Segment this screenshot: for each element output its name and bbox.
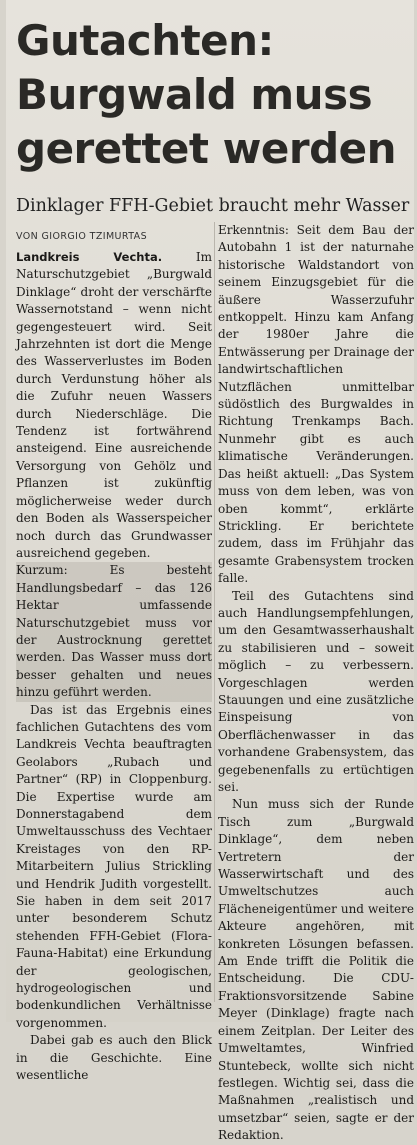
headline-line-3: gerettet werden [16, 124, 397, 173]
paragraph: Dabei gab es auch den Blick in die Geschichte. Eine wesentliche [16, 1033, 212, 1083]
headline-line-1: Gutachten: [16, 16, 274, 65]
newspaper-clipping [6, 0, 414, 1143]
paragraph: Teil des Gutachtens sind auch Handlungsempfehlungen, um den Gesamtwasserhaushalt zu stabilisieren und – soweit möglich – zu verbessern. Vorgeschlagen werden Stauungen und eine zusätzliche Einspeisung von Oberflächenwasser in das vorhandene Grabensystem, das gegebenenfalls zu ertüchtigen sei. [218, 588, 414, 794]
byline: VON GIORGIO TZIMURTAS [16, 231, 148, 242]
paragraph: Kurzum: Es besteht Handlungsbedarf – das 126 Hektar umfassende Naturschutzgebiet muss vor der Austrocknung gerettet werden. Das Wasser muss dort besser gehalten und neues hinzu geführt werden. [16, 562, 212, 701]
article-column-left [16, 249, 212, 1085]
column-divider [214, 222, 215, 1002]
headline [16, 14, 411, 176]
paragraph [16, 249, 212, 562]
headline-line-2: Burgwald muss [16, 70, 373, 119]
article-column-right [218, 222, 414, 1145]
subheadline: Dinklager FFH-Gebiet braucht mehr Wasser [16, 196, 410, 216]
paragraph: Nun muss sich der Runde Tisch zum „Burgwald Dinklage“, dem neben Vertretern der Wasserwirtschaft und des Umweltschutzes auch Flächeneigentümer und weitere Akteure angehören, mit konkreten Lösungen befassen. Am Ende trifft die Politik die Entscheidung. Die CDU-Fraktionsvorsitzende Sabine Meyer (Dinklage) fragte nach einem Zeitplan. Der Leiter des Umweltamtes, Winfried Stuntebeck, wollte sich nicht festlegen. Wichtig sei, dass die Maßnahmen „realistisch und umsetzbar“ seien, sagte er der Redaktion. [218, 797, 414, 1143]
dateline: Landkreis Vechta. [16, 250, 163, 264]
paragraph: Das ist das Ergebnis eines fachlichen Gutachtens des vom Landkreis Vechta beauftragten Geolabors „Rubach und Partner“ (RP) in Cloppenburg. Die Expertise wurde am Donnerstagabend dem Umweltausschuss des Vechtaer Kreistages von den RP-Mitarbeitern Julius Strickling und Hendrik Judith vorgestellt. Sie haben in dem seit 2017 unter besonderem Schutz stehenden FFH-Gebiet (Flora-Fauna-Habitat) eine Erkundung der geologischen, hydrogeologischen und bodenkundlichen Verhältnisse vorgenommen. [16, 702, 212, 1030]
paragraph: Erkenntnis: Seit dem Bau der Autobahn 1 ist der naturnahe historische Waldstandort von seinem Einzugsgebiet für die äußere Wasserzufuhr entkoppelt. Hinzu kam Anfang der 1980er Jahre die Entwässerung per Drainage der landwirtschaftlichen Nutzflächen unmittelbar südöstlich des Burgwaldes in Richtung Trenkamps Bach. Nunmehr gibt es auch klimatische Veränderungen. Das heißt aktuell: „Das System muss von dem leben, was von oben kommt“, erklärte Strickling. Er berichtete zudem, dass im Frühjahr das gesamte Grabensystem trocken falle. [218, 223, 414, 586]
paragraph-text: Im Naturschutzgebiet „Burgwald Dinklage“ droht der verschärfte Wassernotstand – wenn nicht gegengesteuert wird. Seit Jahrzehnten ist dort die Menge des Wasserverlustes im Boden durch Verdunstung höher als die Zufuhr neuen Wassers durch Niederschläge. Die Tendenz ist fortwährend ansteigend. Eine ausreichende Versorgung von Gehölz und Pflanzen ist zukünftig möglicherweise weder durch den Boden als Wasserspeicher noch durch das Grundwasser ausreichend gegeben. [16, 250, 212, 560]
